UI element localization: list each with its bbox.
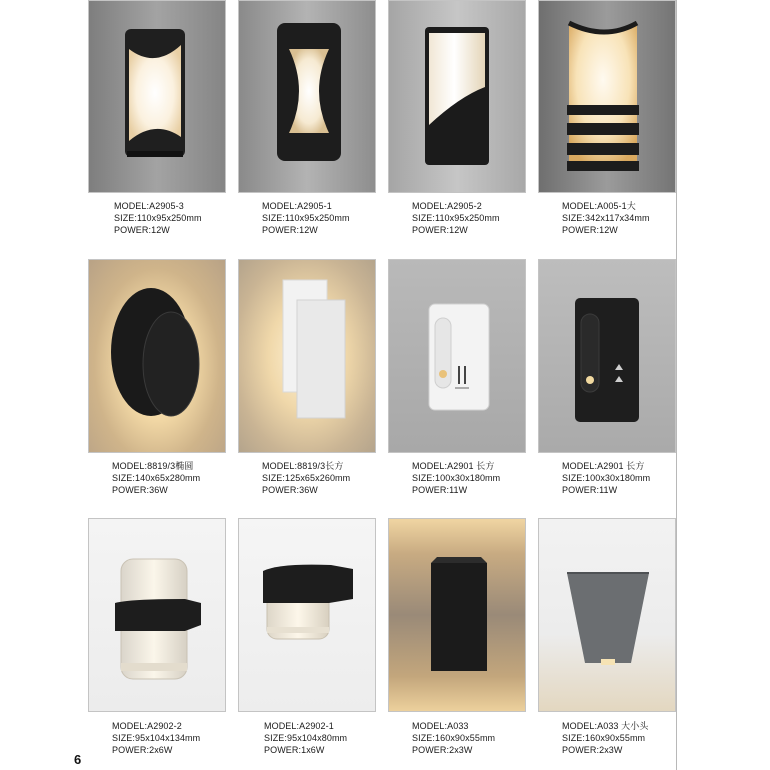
model-label: MODEL:A033 大小头 (562, 721, 649, 731)
size-label: SIZE:160x90x55mm (562, 733, 646, 743)
model-label: MODEL:8819/3椭圆 (112, 461, 194, 471)
product-caption (112, 720, 200, 756)
product-caption (412, 460, 500, 496)
power-label: POWER:11W (412, 485, 468, 495)
product-photo (88, 518, 226, 712)
size-label: SIZE:100x30x180mm (412, 473, 501, 483)
power-label: POWER:12W (262, 225, 318, 235)
power-label: POWER:36W (112, 485, 168, 495)
size-label: SIZE:95x104x80mm (264, 733, 348, 743)
product-caption (412, 720, 495, 756)
model-label: MODEL:A2902-2 (112, 721, 182, 731)
model-label: MODEL:A005-1大 (562, 201, 636, 211)
size-label: SIZE:110x95x250mm (262, 213, 350, 223)
power-label: POWER:11W (562, 485, 618, 495)
product-caption (562, 720, 648, 756)
model-label: MODEL:A2901 长方 (412, 461, 495, 471)
size-label: SIZE:100x30x180mm (562, 473, 651, 483)
power-label: POWER:1x6W (264, 745, 325, 755)
product-photo (88, 0, 226, 193)
power-label: POWER:12W (562, 225, 618, 235)
page-edge-line (676, 0, 677, 770)
size-label: SIZE:110x95x250mm (412, 213, 500, 223)
size-label: SIZE:140x65x280mm (112, 473, 201, 483)
product-caption (262, 200, 350, 236)
product-photo (538, 259, 676, 453)
product-photo (238, 259, 376, 453)
model-label: MODEL:A033 (412, 721, 469, 731)
product-caption (264, 720, 347, 756)
product-photo (388, 518, 526, 712)
size-label: SIZE:125x65x260mm (262, 473, 351, 483)
power-label: POWER:2x6W (112, 745, 173, 755)
product-caption (412, 200, 500, 236)
product-photo (388, 0, 526, 193)
product-photo (388, 259, 526, 453)
product-caption (262, 460, 350, 496)
size-label: SIZE:160x90x55mm (412, 733, 496, 743)
product-caption (112, 460, 200, 496)
size-label: SIZE:342x117x34mm (562, 213, 650, 223)
power-label: POWER:12W (412, 225, 468, 235)
product-photo (238, 0, 376, 193)
power-label: POWER:12W (114, 225, 170, 235)
size-label: SIZE:95x104x134mm (112, 733, 201, 743)
model-label: MODEL:8819/3长方 (262, 461, 344, 471)
power-label: POWER:2x3W (412, 745, 473, 755)
model-label: MODEL:A2905-3 (114, 201, 184, 211)
product-photo (538, 518, 676, 712)
model-label: MODEL:A2905-2 (412, 201, 482, 211)
model-label: MODEL:A2901 长方 (562, 461, 645, 471)
product-caption (562, 460, 650, 496)
page-number: 6 (74, 752, 82, 767)
size-label: SIZE:110x95x250mm (114, 213, 202, 223)
product-caption (114, 200, 202, 236)
product-photo (238, 518, 376, 712)
power-label: POWER:2x3W (562, 745, 623, 755)
model-label: MODEL:A2902-1 (264, 721, 334, 731)
product-photo (538, 0, 676, 193)
power-label: POWER:36W (262, 485, 318, 495)
product-photo (88, 259, 226, 453)
model-label: MODEL:A2905-1 (262, 201, 332, 211)
product-caption (562, 200, 650, 236)
